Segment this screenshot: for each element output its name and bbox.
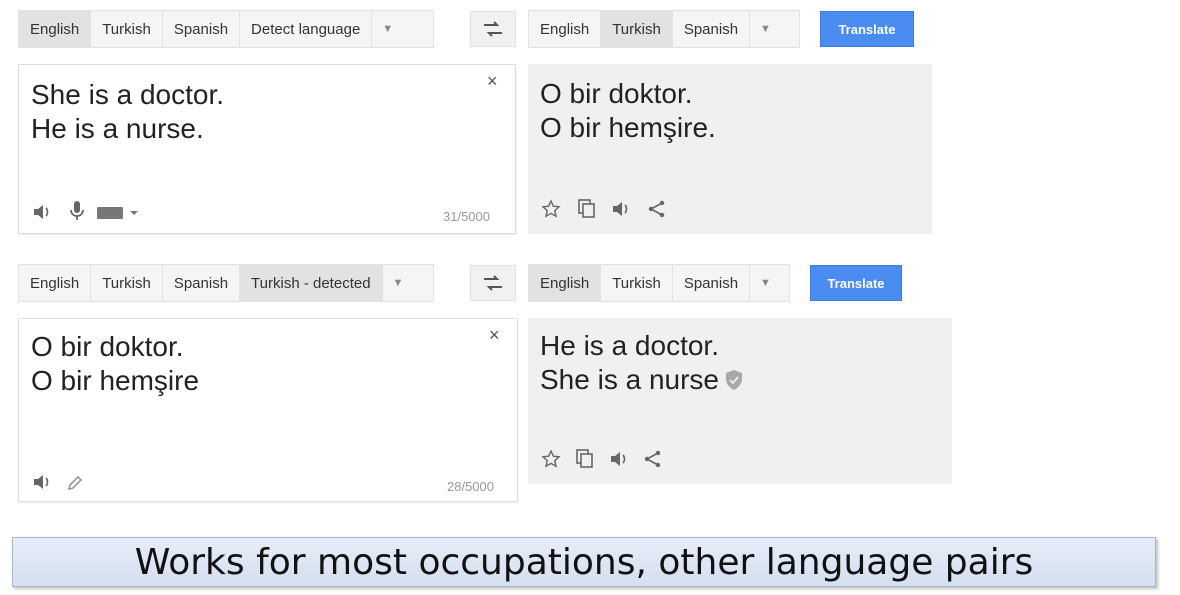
translation-text-line: O bir doktor. xyxy=(540,78,693,109)
source-lang-english[interactable]: English xyxy=(19,265,91,301)
target-lang-spanish[interactable]: Spanish xyxy=(673,265,750,301)
caption-banner xyxy=(12,537,1156,587)
target-lang-english[interactable]: English xyxy=(529,265,601,301)
source-text-area[interactable] xyxy=(18,318,518,502)
translate-button[interactable]: Translate xyxy=(820,11,914,47)
target-lang-dropdown[interactable] xyxy=(750,265,781,301)
star-icon[interactable] xyxy=(540,448,562,470)
source-lang-detected[interactable]: Turkish - detected xyxy=(240,265,383,301)
swap-languages-button[interactable] xyxy=(470,265,516,301)
translation-output xyxy=(528,318,952,484)
star-icon[interactable] xyxy=(540,198,562,220)
chevron-down-icon: ▼ xyxy=(760,23,771,35)
target-lang-english[interactable]: English xyxy=(529,11,601,47)
source-language-bar xyxy=(18,10,434,48)
share-icon[interactable] xyxy=(646,198,668,220)
keyboard-icon[interactable] xyxy=(97,205,143,221)
swap-languages-button[interactable] xyxy=(470,11,516,47)
translation-text: She is a nurse xyxy=(540,364,719,395)
source-lang-turkish[interactable]: Turkish xyxy=(91,265,163,301)
speaker-icon[interactable] xyxy=(31,473,53,491)
translation-output xyxy=(528,64,932,234)
copy-icon[interactable] xyxy=(574,448,596,470)
clear-text-button[interactable]: × xyxy=(489,325,500,345)
caption-text: Works for most occupations, other language pairs xyxy=(134,541,1034,583)
target-language-bar xyxy=(528,264,790,302)
copy-icon[interactable] xyxy=(576,198,598,220)
source-lang-dropdown[interactable] xyxy=(372,11,403,47)
translation-text-line: O bir hemşire. xyxy=(540,112,716,143)
chevron-down-icon: ▼ xyxy=(760,277,771,289)
source-text-line: She is a doctor. xyxy=(31,79,225,110)
source-lang-spanish[interactable]: Spanish xyxy=(163,11,240,47)
translation-text-line: He is a doctor. xyxy=(540,330,719,361)
target-lang-turkish[interactable]: Turkish xyxy=(601,265,673,301)
speaker-icon[interactable] xyxy=(610,200,632,218)
translate-button[interactable]: Translate xyxy=(810,265,902,301)
chevron-down-icon: ▼ xyxy=(392,277,404,289)
source-lang-detect[interactable]: Detect language xyxy=(240,11,372,47)
source-lang-turkish[interactable]: Turkish xyxy=(91,11,163,47)
source-text-line: He is a nurse. xyxy=(31,113,204,144)
source-text-area[interactable] xyxy=(18,64,516,234)
source-text-line: O bir hemşire xyxy=(31,365,200,396)
target-lang-spanish[interactable]: Spanish xyxy=(673,11,750,47)
target-lang-dropdown[interactable] xyxy=(750,11,781,47)
speaker-icon[interactable] xyxy=(608,450,630,468)
source-text-line: O bir doktor. xyxy=(31,331,184,362)
microphone-icon[interactable] xyxy=(67,199,87,223)
target-language-bar xyxy=(528,10,800,48)
pencil-icon[interactable] xyxy=(65,473,85,493)
swap-icon xyxy=(481,20,505,38)
source-language-bar xyxy=(18,264,434,302)
character-counter: 31/5000 xyxy=(443,209,490,224)
shield-icon[interactable] xyxy=(725,369,743,391)
source-lang-dropdown[interactable] xyxy=(383,265,414,301)
translation-text-line xyxy=(540,364,743,396)
source-lang-spanish[interactable]: Spanish xyxy=(163,265,240,301)
source-lang-english[interactable]: English xyxy=(19,11,91,47)
clear-text-button[interactable]: × xyxy=(487,71,498,91)
character-counter: 28/5000 xyxy=(447,479,494,494)
chevron-down-icon: ▼ xyxy=(382,23,394,35)
target-lang-turkish[interactable]: Turkish xyxy=(601,11,673,47)
share-icon[interactable] xyxy=(642,448,664,470)
swap-icon xyxy=(481,274,505,292)
speaker-icon[interactable] xyxy=(31,203,53,221)
